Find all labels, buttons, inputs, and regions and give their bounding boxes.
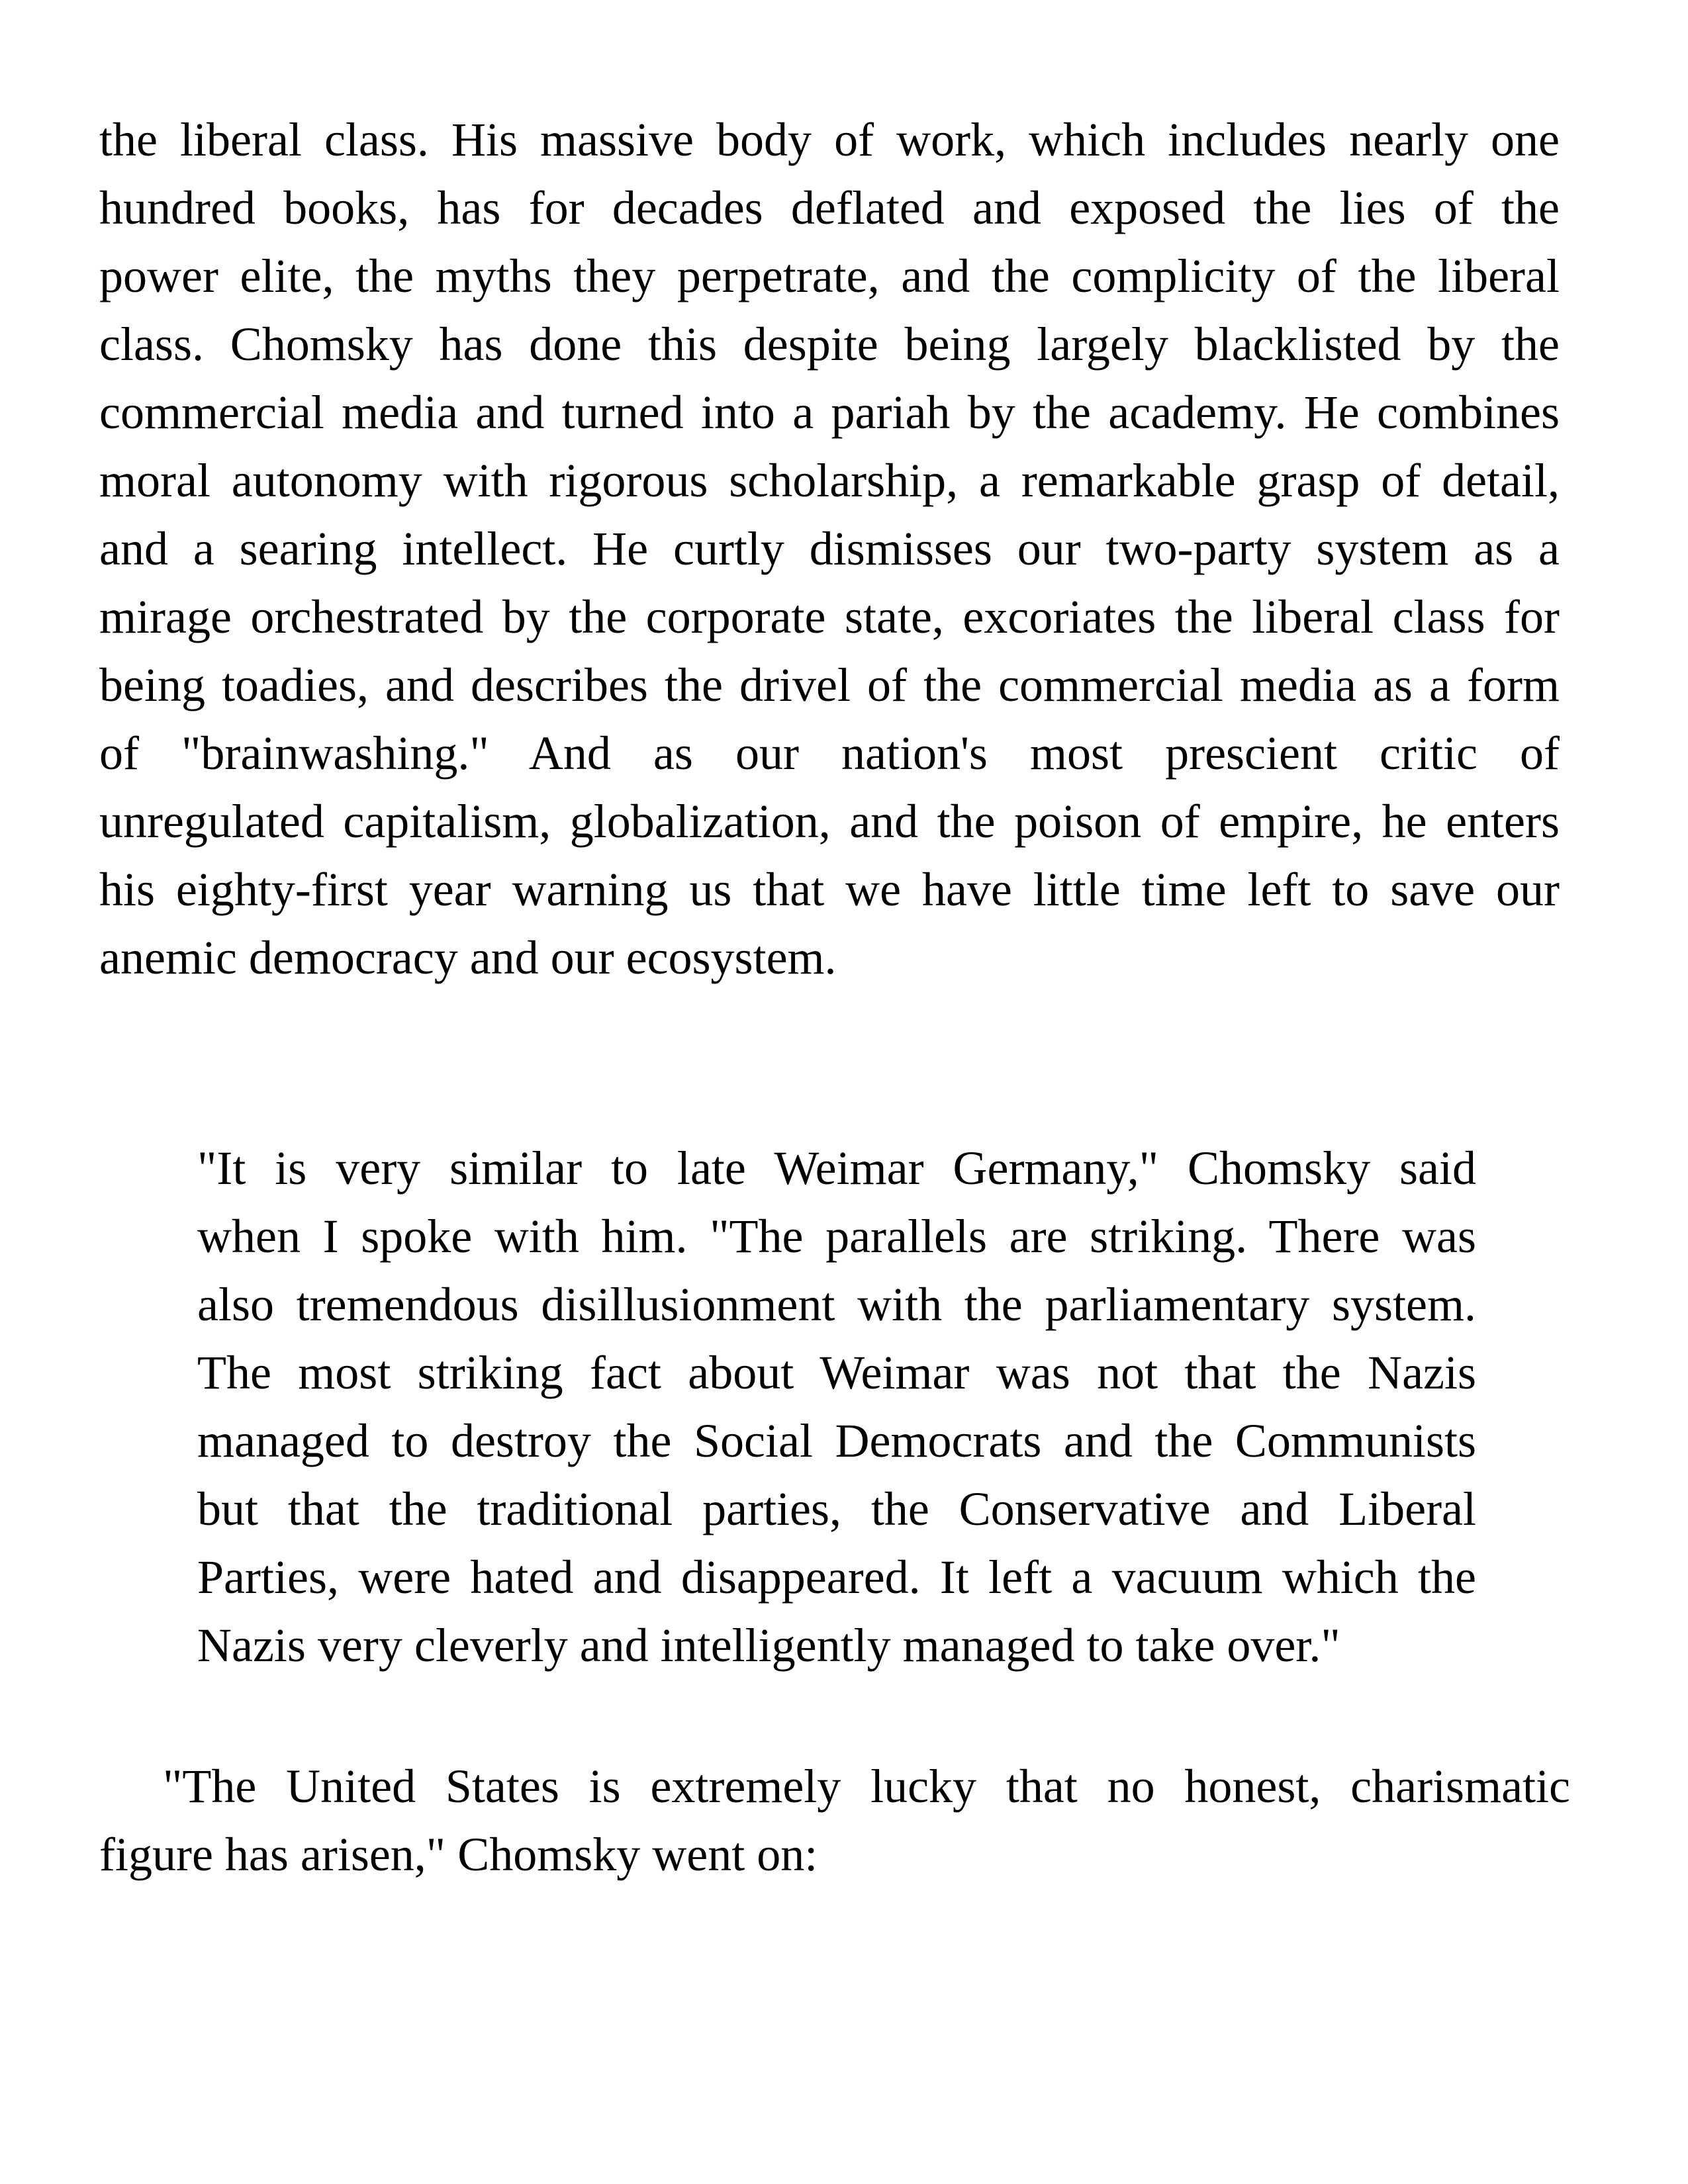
text-line: and a searing intellect. He curtly dismisses our two-party system as a xyxy=(99,522,1560,575)
text-line: "The United States is extremely lucky that no honest, charismatic xyxy=(163,1760,1570,1813)
text-line: managed to destroy the Social Democrats and the Communists xyxy=(197,1414,1476,1467)
text-line: commercial media and turned into a pariah by the academy. He combines xyxy=(99,386,1560,439)
text-line: also tremendous disillusionment with the parliamentary system. xyxy=(197,1278,1476,1331)
body-paragraph-continuation xyxy=(99,1752,1570,1889)
text-line: class. Chomsky has done this despite being largely blacklisted by the xyxy=(99,318,1560,371)
text-line: his eighty-first year warning us that we have little time left to save our xyxy=(99,863,1560,916)
text-line: power elite, the myths they perpetrate, and the complicity of the liberal xyxy=(99,250,1560,302)
text-line: hundred books, has for decades deflated and exposed the lies of the xyxy=(99,181,1560,234)
text-line: of "brainwashing." And as our nation's most prescient critic of xyxy=(99,727,1560,780)
text-line: Parties, were hated and disappeared. It left a vacuum which the xyxy=(197,1551,1476,1604)
body-paragraph xyxy=(99,106,1560,992)
text-line: moral autonomy with rigorous scholarship, a remarkable grasp of detail, xyxy=(99,454,1560,507)
text-line: being toadies, and describes the drivel of the commercial media as a form xyxy=(99,659,1560,711)
text-line: anemic democracy and our ecosystem. xyxy=(99,931,837,984)
text-line: "It is very similar to late Weimar Germany," Chomsky said xyxy=(197,1142,1476,1195)
text-line: when I spoke with him. "The parallels are striking. There was xyxy=(197,1210,1476,1263)
text-line: the liberal class. His massive body of work, which includes nearly one xyxy=(99,113,1560,166)
block-quote xyxy=(197,1134,1476,1680)
text-line: but that the traditional parties, the Conservative and Liberal xyxy=(197,1482,1476,1535)
text-line: figure has arisen," Chomsky went on: xyxy=(99,1828,818,1881)
text-line: mirage orchestrated by the corporate state, excoriates the liberal class for xyxy=(99,590,1560,643)
text-line: unregulated capitalism, globalization, and the poison of empire, he enters xyxy=(99,795,1560,848)
text-line: The most striking fact about Weimar was not that the Nazis xyxy=(197,1346,1476,1399)
text-line: Nazis very cleverly and intelligently managed to take over." xyxy=(197,1619,1340,1672)
